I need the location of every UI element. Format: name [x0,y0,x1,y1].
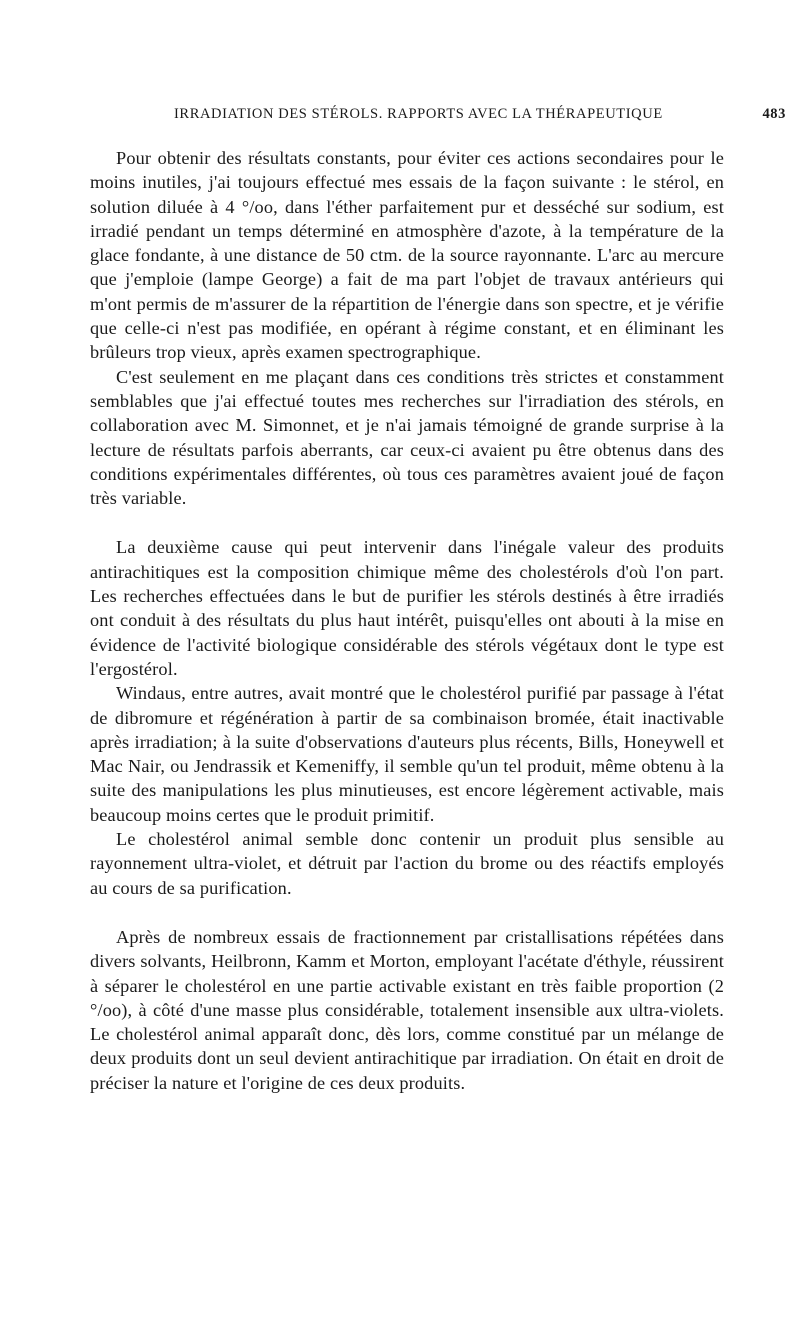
paragraph: Le cholestérol animal semble donc contenir un produit plus sensible au rayonnement ultra-violet, et détruit par l'action du brome ou des réactifs employés au cours de sa purification. [90,829,724,898]
running-header [174,106,786,128]
page-number: 483 [762,106,786,122]
section-spacer [90,900,724,925]
paragraph: La deuxième cause qui peut intervenir dans l'inégale valeur des produits antirachitiques est la composition chimique même des cholestérols d'où l'on part. Les recherches effectuées dans le but de purifier les stérols destinés à être irradiés ont conduit à des résultats du plus haut intérêt, puisqu'elles ont abouti à la mise en évidence de l'activité biologique considérable des stérols végétaux dont le type est l'ergostérol. [90,537,724,679]
section-spacer [90,510,724,535]
paragraph: Pour obtenir des résultats constants, pour éviter ces actions secondaires pour le moins inutiles, j'ai toujours effectué mes essais de la façon suivante : le stérol, en solution diluée à 4 °/oo, dans l'éther parfaitement pur et desséché sur sodium, est irradié pendant un temps déterminé en atmosphère d'azote, à la température de la glace fondante, à une distance de 50 ctm. de la source rayonnante. L'arc au mercure que j'emploie (lampe George) a fait de ma part l'objet de travaux antérieurs qui m'ont permis de m'assurer de la répartition de l'énergie dans son spectre, et je vérifie que celle-ci n'est pas modifiée, en opérant à régime constant, et en éliminant les brûleurs trop vieux, après examen spectrographique. [90,148,724,363]
body-text [90,146,724,1095]
header-title: IRRADIATION DES STÉROLS. RAPPORTS AVEC LA THÉRAPEUTIQUE [174,106,663,122]
paragraph: Après de nombreux essais de fractionnement par cristallisations répétées dans divers solvants, Heilbronn, Kamm et Morton, employant l'acétate d'éthyle, réussirent à séparer le cholestérol en une partie activable existant en très faible proportion (2 °/oo), à côté d'une masse plus considérable, totalement insensible aux ultra-violets. Le cholestérol animal apparaît donc, dès lors, comme constitué par un mélange de deux produits dont un seul devient antirachitique par irradiation. On était en droit de préciser la nature et l'origine de ces deux produits. [90,926,724,1093]
paragraph: C'est seulement en me plaçant dans ces conditions très strictes et constamment semblables que j'ai effectué toutes mes recherches sur l'irradiation des stérols, en collaboration avec M. Simonnet, et je n'ai jamais témoigné de grande surprise à la lecture de résultats parfois aberrants, car ceux-ci avaient pu être obtenus dans des conditions expérimentales différentes, où tous ces paramètres avaient joué de façon très variable. [90,366,724,509]
paragraph: Windaus, entre autres, avait montré que le cholestérol purifié par passage à l'état de dibromure et régénération à partir de sa combinaison bromée, était inactivable après irradiation; à la suite d'observations d'auteurs plus récents, Bills, Honeywell et Mac Nair, ou Jendrassik et Kemeniffy, il semble qu'un tel produit, même obtenu à la suite des manipulations les plus minutieuses, est encore légèrement activable, mais beaucoup moins certes que le produit primitif. [90,683,724,825]
